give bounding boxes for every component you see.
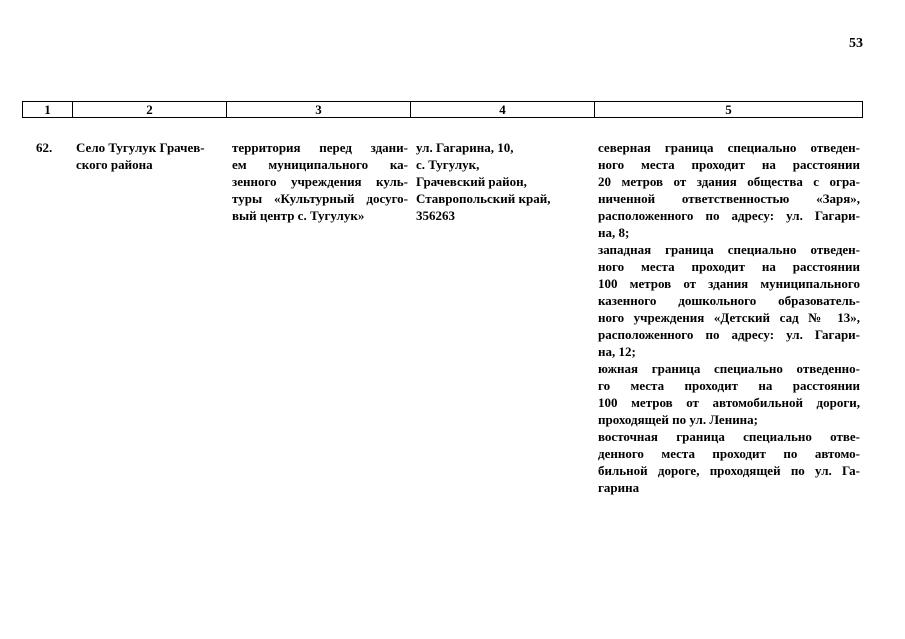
borders-line: 100 метров от автомобильной дороги, bbox=[598, 395, 860, 410]
locality-line: ского района bbox=[76, 157, 153, 172]
borders-line: южная граница специально отведенно- bbox=[598, 361, 860, 376]
borders-cell bbox=[598, 139, 860, 496]
object-line: зенного учреждения куль- bbox=[232, 174, 408, 189]
borders-line: западная граница специально отведен- bbox=[598, 242, 860, 257]
header-column-4: 4 bbox=[411, 102, 595, 118]
borders-line: денного места проходит по автомо- bbox=[598, 446, 860, 461]
borders-line: 100 метров от здания муниципального bbox=[598, 276, 860, 291]
borders-line: проходящей по ул. Ленина; bbox=[598, 412, 758, 427]
address-line: Ставропольский край, bbox=[416, 191, 551, 206]
borders-line: расположенного по адресу: ул. Гагари- bbox=[598, 327, 860, 342]
address-cell bbox=[416, 139, 584, 224]
address-line: с. Тугулук, bbox=[416, 157, 480, 172]
header-column-5: 5 bbox=[595, 102, 863, 118]
borders-line: восточная граница специально отве- bbox=[598, 429, 860, 444]
borders-line: гарина bbox=[598, 480, 640, 495]
object-line: вый центр с. Тугулук» bbox=[232, 208, 365, 223]
page-number: 53 bbox=[849, 36, 863, 51]
address-line: 356263 bbox=[416, 208, 455, 223]
object-cell bbox=[232, 139, 408, 224]
borders-line: ниченной ответственностью «Заря», bbox=[598, 191, 860, 206]
borders-line: северная граница специально отведен- bbox=[598, 140, 860, 155]
borders-line: на, 12; bbox=[598, 344, 636, 359]
borders-line: ного места проходит на расстоянии bbox=[598, 259, 860, 274]
borders-line: расположенного по адресу: ул. Гагари- bbox=[598, 208, 860, 223]
borders-line: бильной дороге, проходящей по ул. Га- bbox=[598, 463, 860, 478]
borders-line: го места проходит на расстоянии bbox=[598, 378, 860, 393]
borders-line: 20 метров от здания общества с огра- bbox=[598, 174, 860, 189]
object-line: территория перед здани- bbox=[232, 140, 408, 155]
object-line: ем муниципального ка- bbox=[232, 157, 408, 172]
borders-line: на, 8; bbox=[598, 225, 630, 240]
object-line: туры «Культурный досуго- bbox=[232, 191, 408, 206]
header-column-3: 3 bbox=[227, 102, 411, 118]
header-column-2: 2 bbox=[73, 102, 227, 118]
borders-line: ного места проходит на расстоянии bbox=[598, 157, 860, 172]
borders-line: ного учреждения «Детский сад № 13», bbox=[598, 310, 860, 325]
header-column-1: 1 bbox=[23, 102, 73, 118]
borders-line: казенного дошкольного образователь- bbox=[598, 293, 860, 308]
address-line: ул. Гагарина, 10, bbox=[416, 140, 514, 155]
table-header bbox=[22, 101, 863, 118]
address-line: Грачевский район, bbox=[416, 174, 527, 189]
locality-cell bbox=[76, 139, 220, 173]
locality-line: Село Тугулук Грачев- bbox=[76, 140, 205, 155]
row-number: 62. bbox=[36, 140, 53, 155]
